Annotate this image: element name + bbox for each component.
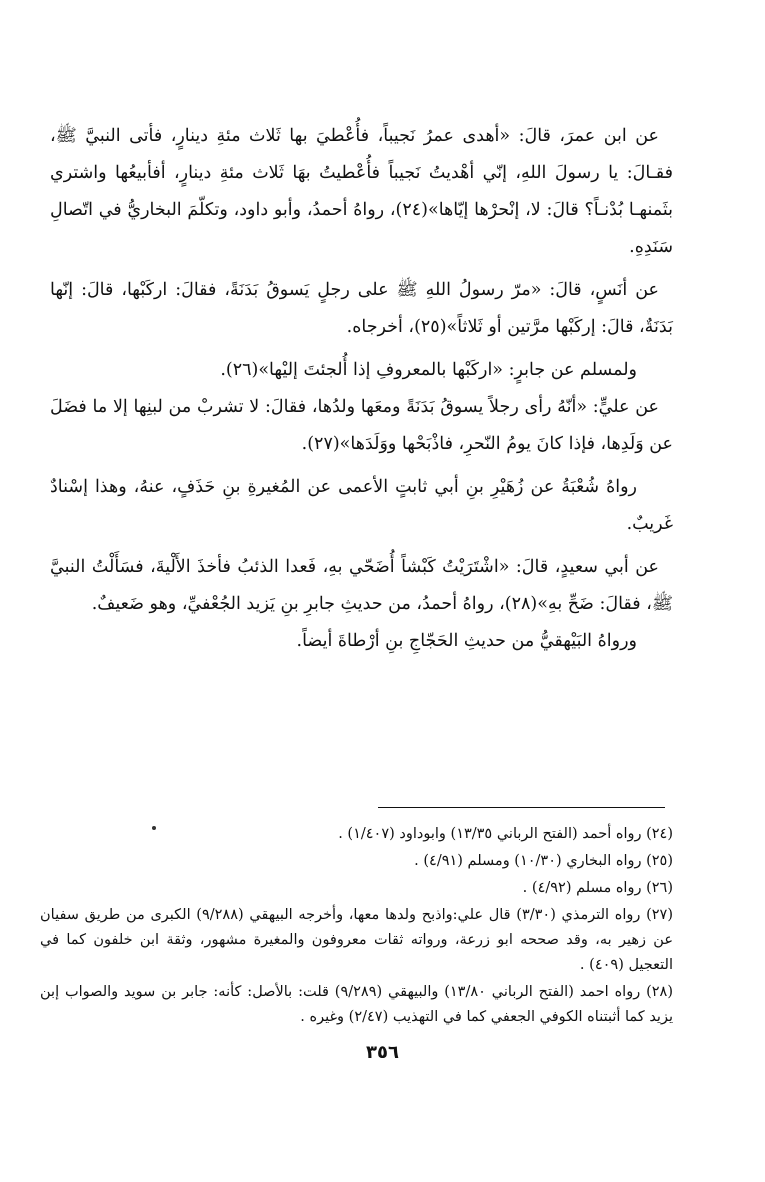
footnote-28: (٢٨) رواه احمد (الفتح الرباني ١٣/٨٠) والبيهقي (٩/٢٨٩) قلت: بالأصل: كأنه: جابر بن سويد والصواب إبن يزيد كما أثبتناه الكوفي الجعفي كما في التهذيب (٢/٤٧) وغيره . <box>40 984 673 1025</box>
paragraph-bayhaqi: ورواهُ البَيْهقيُّ من حديثِ الحَجّاجِ بنِ أرْطاةَ أيضاً. <box>296 631 637 651</box>
paragraph-ali: عن عليٍّ: «أنّهُ رأى رجلاً يسوقُ بَدَنَةً ومعَها ولدُها، فقالَ: لا تشربْ من لبنِها إلا ما فضَلَ عن وَلَدِها، فإذا كانَ يومُ النّحرِ، فاذْبَحْها ووَلَدَها»(٢٧). <box>50 397 673 454</box>
footnotes-section <box>40 822 673 1032</box>
footnote-24: (٢٤) رواه أحمد (الفتح الرباني ١٣/٣٥) وابوداود (١/٤٠٧) . <box>338 826 673 842</box>
footnote-separator <box>378 807 665 808</box>
footnote-25: (٢٥) رواه البخاري (١٠/٣٠) ومسلم (٤/٩١) . <box>414 853 673 869</box>
footnote-27: (٢٧) رواه الترمذي (٣/٣٠) قال علي:واذبح ولدها معها، وأخرجه البيهقي (٩/٢٨٨) الكبرى من طريق سفيان عن زهير به، وقد صححه ابو زرعة، ورواته ثقات معروفون والمغيرة مشهور، وثقة ابن خلفون كما في التعجيل (٤٠٩) . <box>40 907 673 973</box>
footnote-26: (٢٦) رواه مسلم (٤/٩٢) . <box>522 880 673 896</box>
paragraph-shuba: رواهُ شُعْبَةُ عن زُهَيْرِ بنِ أبي ثابتٍ الأعمى عن المُغيرةِ بنِ حَذَفٍ، عنهُ، وهذا إسْنادٌ غَريبٌ. <box>50 477 673 534</box>
paragraph-ibn-umar: عن ابن عمرَ، قالَ: «أهدى عمرُ نَجيباً، فأُعْطيَ بها ثَلاث مئةِ دينارٍ، فأتى النبيَّ ﷺ، فقـالَ: يا رسولَ اللهِ، إنّي أهْديتُ نَجيباً فأُعْطيتُ بهَا ثَلاث مئةِ دينارٍ، أفأبيعُها واشتري بثَمنهـا بُدْنـاً؟ قالَ: لا، إنْحرْها إيّاها»(٢٤)، رواهُ أحمدُ، وأبو داود، وتكلّمَ البخاريُّ في اتّصالِ سَنَدِهِ. <box>50 126 673 257</box>
paragraph-abu-said: عن أبي سعيدٍ، قالَ: «اشْتَرَيْتُ كَبْشاً أُضَحّي بهِ، فَعدا الذئبُ فأخذَ الأَلْيةَ، فسَأَلْتُ النبيَّ ﷺ، فقالَ: ضَحِّ بهِ»(٢٨)، رواهُ أحمدُ، من حديثِ جابرِ بنِ يَزيد الجُعْفيِّ، وهو ضَعيفٌ. <box>50 557 673 614</box>
paragraph-anas: عن أنَسٍ، قالَ: «مرّ رسولُ اللهِ ﷺ على رجلٍ يَسوقُ بَدَنَةً، فقالَ: اركَبْها، قالَ: إنّها بَدَنَةٌ، قالَ: إركَبْها مرَّتين أو ثَلاثاً»(٢٥)، أخرجاه. <box>50 280 673 337</box>
paragraph-muslim-jabir: ولمسلم عن جابرٍ: «اركَبْها بالمعروفِ إذا أُلجئتَ إليْها»(٢٦). <box>220 360 637 380</box>
main-text-body <box>50 118 673 660</box>
page-number: ٣٥٦ <box>366 1042 399 1063</box>
